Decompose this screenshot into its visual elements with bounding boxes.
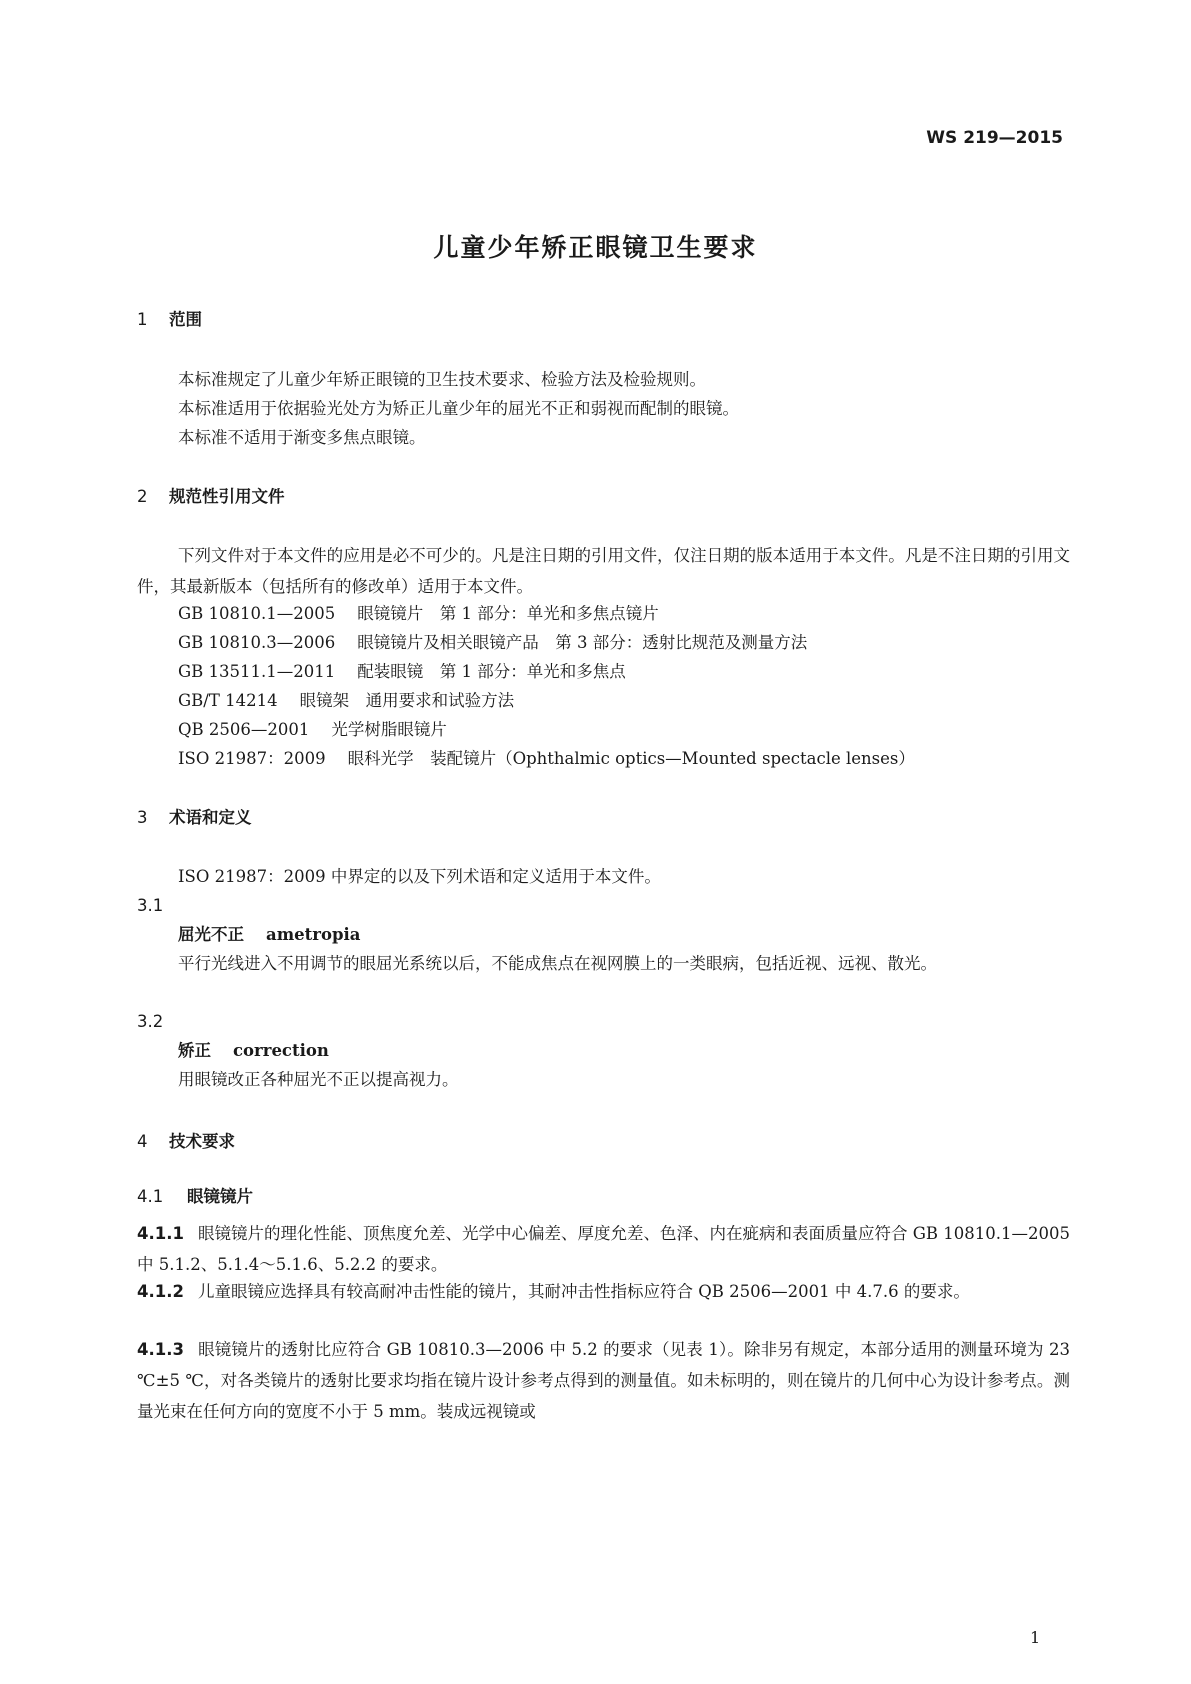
term-definition: 平行光线进入不用调节的眼屈光系统以后，不能成焦点在视网膜上的一类眼病，包括近视、远视、散光。 (178, 954, 937, 973)
section-title: 技术要求 (169, 1132, 235, 1151)
section-number: 3 (137, 808, 148, 827)
subsection-number: 4.1 (137, 1187, 164, 1206)
section-3-heading (137, 804, 252, 828)
reference-item (178, 743, 915, 774)
subsection-4-1-heading (137, 1183, 253, 1207)
page-number: 1 (1030, 1628, 1041, 1647)
reference-title: 眼镜镜片及相关眼镜产品 第 3 部分：透射比规范及测量方法 (357, 633, 808, 652)
term-english: ametropia (266, 925, 361, 944)
clause-number: 4.1.2 (137, 1282, 184, 1301)
clause-4-1-3 (137, 1334, 1070, 1427)
document-number: WS 219—2015 (926, 128, 1063, 148)
paragraph: ISO 21987：2009 中界定的以及下列术语和定义适用于本文件。 (178, 867, 661, 886)
term-chinese: 屈光不正 (178, 925, 244, 944)
reference-item (178, 656, 626, 687)
reference-title: 眼镜镜片 第 1 部分：单光和多焦点镜片 (357, 604, 659, 623)
reference-code: GB 10810.3—2006 (178, 633, 336, 652)
clause-4-1-1 (137, 1218, 1070, 1280)
reference-code: QB 2506—2001 (178, 720, 310, 739)
clause-text: 眼镜镜片的理化性能、顶焦度允差、光学中心偏差、厚度允差、色泽、内在疵病和表面质量应符合 GB 10810.1—2005 中 5.1.2、5.1.4～5.1.6、5.2.2 的要求。 (137, 1224, 1071, 1274)
reference-title: 配装眼镜 第 1 部分：单光和多焦点 (357, 662, 626, 681)
page-title: 儿童少年矫正眼镜卫生要求 (433, 233, 758, 262)
reference-title: 眼科光学 装配镜片（Ophthalmic optics—Mounted spectacle lenses） (347, 749, 915, 768)
paragraph: 本标准不适用于渐变多焦点眼镜。 (178, 428, 426, 447)
section-number: 1 (137, 310, 148, 329)
section-title: 范围 (169, 310, 202, 329)
clause-text: 眼镜镜片的透射比应符合 GB 10810.3—2006 中 5.2 的要求（见表 1）。除非另有规定，本部分适用的测量环境为 23 ℃±5 ℃，对各类镜片的透射比要求均指在镜片设计参考点得到的测量值。如未标明的，则在镜片的几何中心为设计参考点。测量光束在任何方向的宽度不小于 5 mm。装成远视镜或 (137, 1340, 1070, 1421)
reference-title: 光学树脂眼镜片 (331, 720, 447, 739)
term-definition: 用眼镜改正各种屈光不正以提高视力。 (178, 1070, 459, 1089)
reference-item (178, 598, 659, 629)
term-chinese: 矫正 (178, 1041, 211, 1060)
clause-number: 4.1.3 (137, 1340, 184, 1359)
term-number: 3.1 (137, 896, 164, 915)
section-2-heading (137, 483, 285, 507)
reference-code: GB/T 14214 (178, 691, 278, 710)
section-title: 规范性引用文件 (169, 487, 285, 506)
section-number: 2 (137, 487, 148, 506)
term-english: correction (233, 1041, 329, 1060)
paragraph: 本标准规定了儿童少年矫正眼镜的卫生技术要求、检验方法及检验规则。 (178, 370, 706, 389)
section-title: 术语和定义 (169, 808, 252, 827)
clause-number: 4.1.1 (137, 1224, 184, 1243)
paragraph: 下列文件对于本文件的应用是必不可少的。凡是注日期的引用文件，仅注日期的版本适用于本文件。凡是不注日期的引用文件，其最新版本（包括所有的修改单）适用于本文件。 (137, 546, 1070, 596)
reference-item (178, 627, 807, 658)
section-number: 4 (137, 1132, 148, 1151)
term-number: 3.2 (137, 1012, 164, 1031)
reference-title: 眼镜架 通用要求和试验方法 (299, 691, 515, 710)
reference-item (178, 714, 447, 745)
reference-code: GB 10810.1—2005 (178, 604, 336, 623)
reference-code: ISO 21987：2009 (178, 749, 326, 768)
reference-item (178, 685, 514, 716)
section-1-heading (137, 306, 202, 330)
subsection-title: 眼镜镜片 (187, 1187, 253, 1206)
paragraph: 本标准适用于依据验光处方为矫正儿童少年的屈光不正和弱视而配制的眼镜。 (178, 399, 739, 418)
section-4-heading (137, 1128, 235, 1152)
term-heading (178, 1035, 329, 1066)
clause-4-1-2 (137, 1276, 1070, 1307)
reference-code: GB 13511.1—2011 (178, 662, 336, 681)
term-heading (178, 919, 360, 950)
clause-text: 儿童眼镜应选择具有较高耐冲击性能的镜片，其耐冲击性指标应符合 QB 2506—2001 中 4.7.6 的要求。 (197, 1282, 970, 1301)
